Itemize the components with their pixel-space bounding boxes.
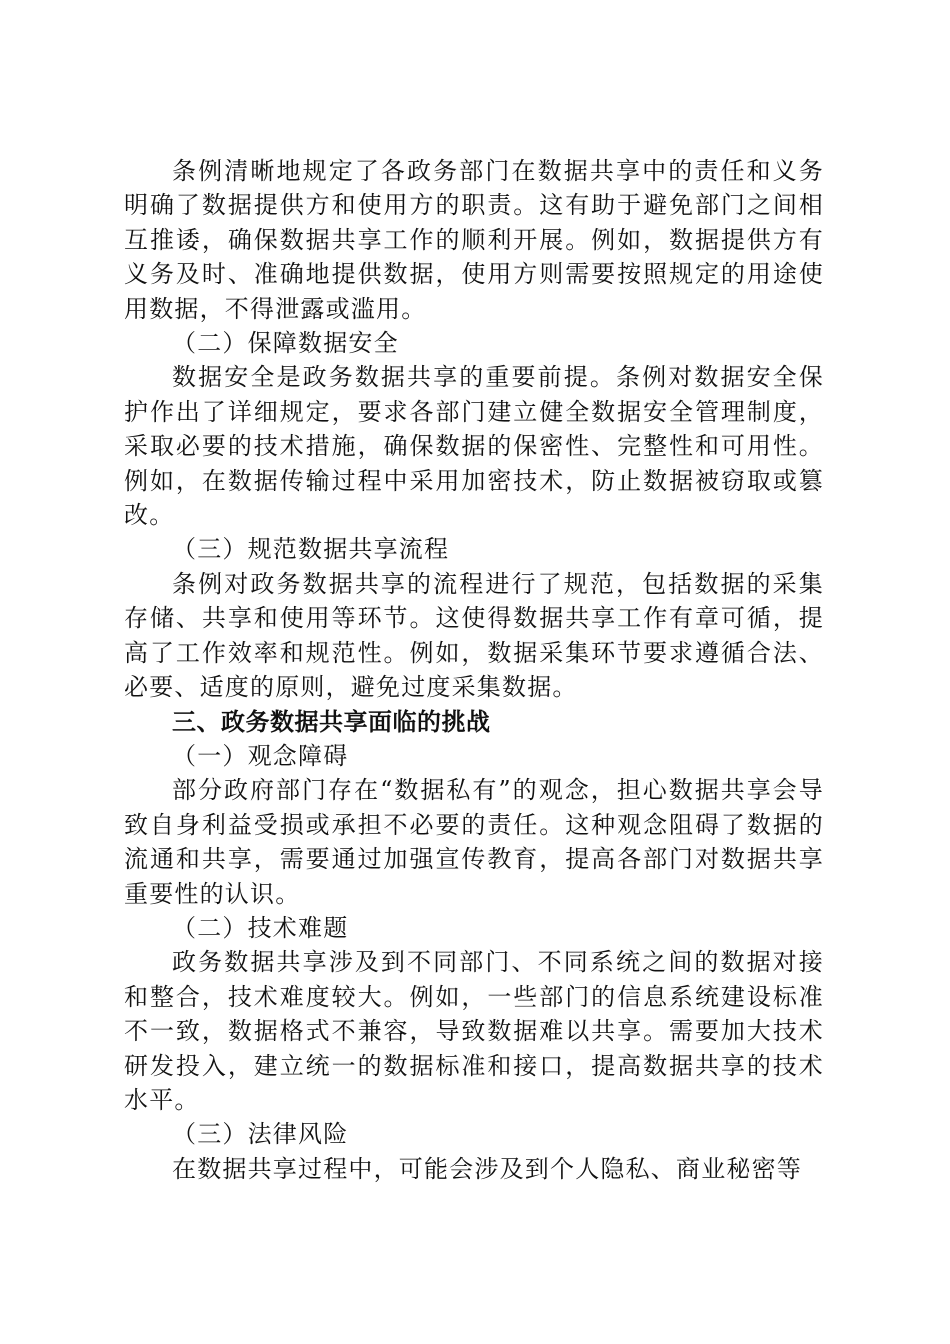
- subheading-sharing-process: （三）规范数据共享流程: [172, 535, 450, 564]
- paragraph-sharing-process: 条例对政务数据共享的流程进行了规范，包括数据的采集存储、共享和使用等环节。这使得数据共享工作有章可循，提高了工作效率和规范性。例如，数据采集环节要求遵循合法、必要、适度的原则，避免过度采集数据。: [124, 569, 824, 702]
- paragraph-concept-barrier: 部分政府部门存在“数据私有”的观念，担心数据共享会导致自身利益受损或承担不必要的责任。这种观念阻碍了数据的流通和共享，需要通过加强宣传教育，提高各部门对数据共享重要性的认识。: [124, 776, 824, 908]
- subheading-data-security: （二）保障数据安全: [172, 329, 399, 358]
- document-page: [124, 154, 824, 1186]
- subheading-technical-problems: （二）技术难题: [172, 913, 349, 942]
- paragraph-data-security: 数据安全是政务数据共享的重要前提。条例对数据安全保护作出了详细规定，要求各部门建立健全数据安全管理制度，采取必要的技术措施，确保数据的保密性、完整性和可用性。例如，在数据传输过程中采用加密技术，防止数据被窃取或篡改。: [124, 363, 824, 530]
- paragraph-legal-risk: 在数据共享过程中，可能会涉及到个人隐私、商业秘密等: [172, 1154, 802, 1183]
- subheading-legal-risk: （三）法律风险: [172, 1120, 349, 1149]
- section-heading-challenges: 三、政务数据共享面临的挑战: [172, 707, 491, 736]
- subheading-concept-barrier: （一）观念障碍: [172, 741, 349, 770]
- paragraph-duties: 条例清晰地规定了各政务部门在数据共享中的责任和义务明确了数据提供方和使用方的职责。这有助于避免部门之间相互推诿，确保数据共享工作的顺利开展。例如，数据提供方有义务及时、准确地提供数据，使用方则需要按照规定的用途使用数据，不得泄露或滥用。: [124, 157, 824, 323]
- paragraph-technical-problems: 政务数据共享涉及到不同部门、不同系统之间的数据对接和整合，技术难度较大。例如，一些部门的信息系统建设标准不一致，数据格式不兼容，导致数据难以共享。需要加大技术研发投入，建立统一的数据标准和接口，提高数据共享的技术水平。: [124, 948, 824, 1114]
